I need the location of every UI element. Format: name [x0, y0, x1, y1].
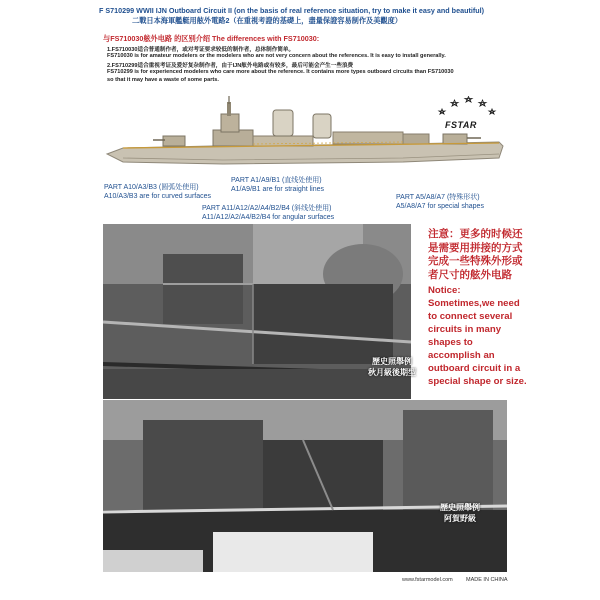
photo-caption-agano-line2: 阿賀野級 — [444, 514, 476, 523]
product-title-zh: 二戰日本海軍艦艇用舷外電路2（在重視考證的基礎上，盡量保證容易制作及美觀度） — [132, 16, 402, 25]
notice-en-body: Sometimes,we need to connect several circuits in many shapes to accomplish an outboard circuit in a special shape or size. — [428, 298, 527, 387]
footer-made-in: MADE IN CHINA — [466, 577, 508, 583]
part-label-straight-code: PART A1/A9/B1 (直线处使用) — [231, 177, 322, 184]
footer-website: www.fstarmodel.com — [402, 577, 453, 583]
difference-line-3: 2.FS710299适合重视考证及爱好复杂制作者，由于IJN舷外电路或有较多，最后可能会产生一些浪费 — [107, 63, 354, 69]
part-label-curved-code: PART A10/A3/B3 (圆弧处使用) — [104, 184, 199, 191]
fstar-logo-text: FSTAR — [445, 120, 477, 130]
part-label-angular-code: PART A11/A12/A2/A4/B2/B4 (斜线处使用) — [202, 205, 332, 212]
historical-photo-agano — [103, 400, 507, 572]
notice-en-title: Notice: — [428, 285, 461, 296]
part-label-curved — [104, 183, 211, 201]
difference-line-4: FS710299 is for experienced modelers who care more about the reference. It contains more types outboard circuits than FS710030 — [107, 69, 454, 75]
notice-en — [428, 284, 528, 388]
product-title-en: F S710299 WWII IJN Outboard Circuit II (on the basis of real reference situation, try to make it easy and beautiful) — [99, 6, 485, 15]
differences-heading: 与FS710030舷外电路 的区别介绍 The differences with FS710030: — [103, 34, 320, 43]
photo-caption-akizuki-line1: 歷史照舉例 — [372, 357, 412, 366]
part-label-special-code: PART A5/A8/A7 (特殊形状) — [396, 194, 480, 201]
part-label-special — [396, 193, 484, 211]
part-label-curved-desc: A10/A3/B3 are for curved surfaces — [104, 193, 211, 200]
part-label-special-desc: A5/A8/A7 for special shapes — [396, 203, 484, 210]
photo-caption-akizuki-line2: 秋月級後期型 — [368, 368, 416, 377]
part-label-straight — [231, 176, 324, 194]
photo-caption-agano — [420, 502, 500, 524]
part-label-angular-desc: A11/A12/A2/A4/B2/B4 for angular surfaces — [202, 214, 335, 221]
difference-line-5: so that it may have a waste of some parts. — [107, 77, 219, 83]
notice-zh: 注意：更多的时候还是需要用拼接的方式完成一些特殊外形或者尺寸的舷外电路 — [428, 228, 523, 281]
difference-line-2: FS710030 is for amateur modelers or the modelers who are not very concern about the references. It is easy to install generally. — [107, 53, 446, 59]
photo-caption-akizuki — [352, 356, 432, 378]
difference-line-1: 1.FS710030适合普通制作者，或对考证要求较低的制作者，总体制作简单。 — [107, 47, 295, 53]
part-label-straight-desc: A1/A9/B1 are for straight lines — [231, 186, 324, 193]
photo-caption-agano-line1: 歷史照舉例 — [440, 503, 480, 512]
fstar-logo — [430, 96, 500, 136]
part-label-angular — [202, 204, 334, 222]
